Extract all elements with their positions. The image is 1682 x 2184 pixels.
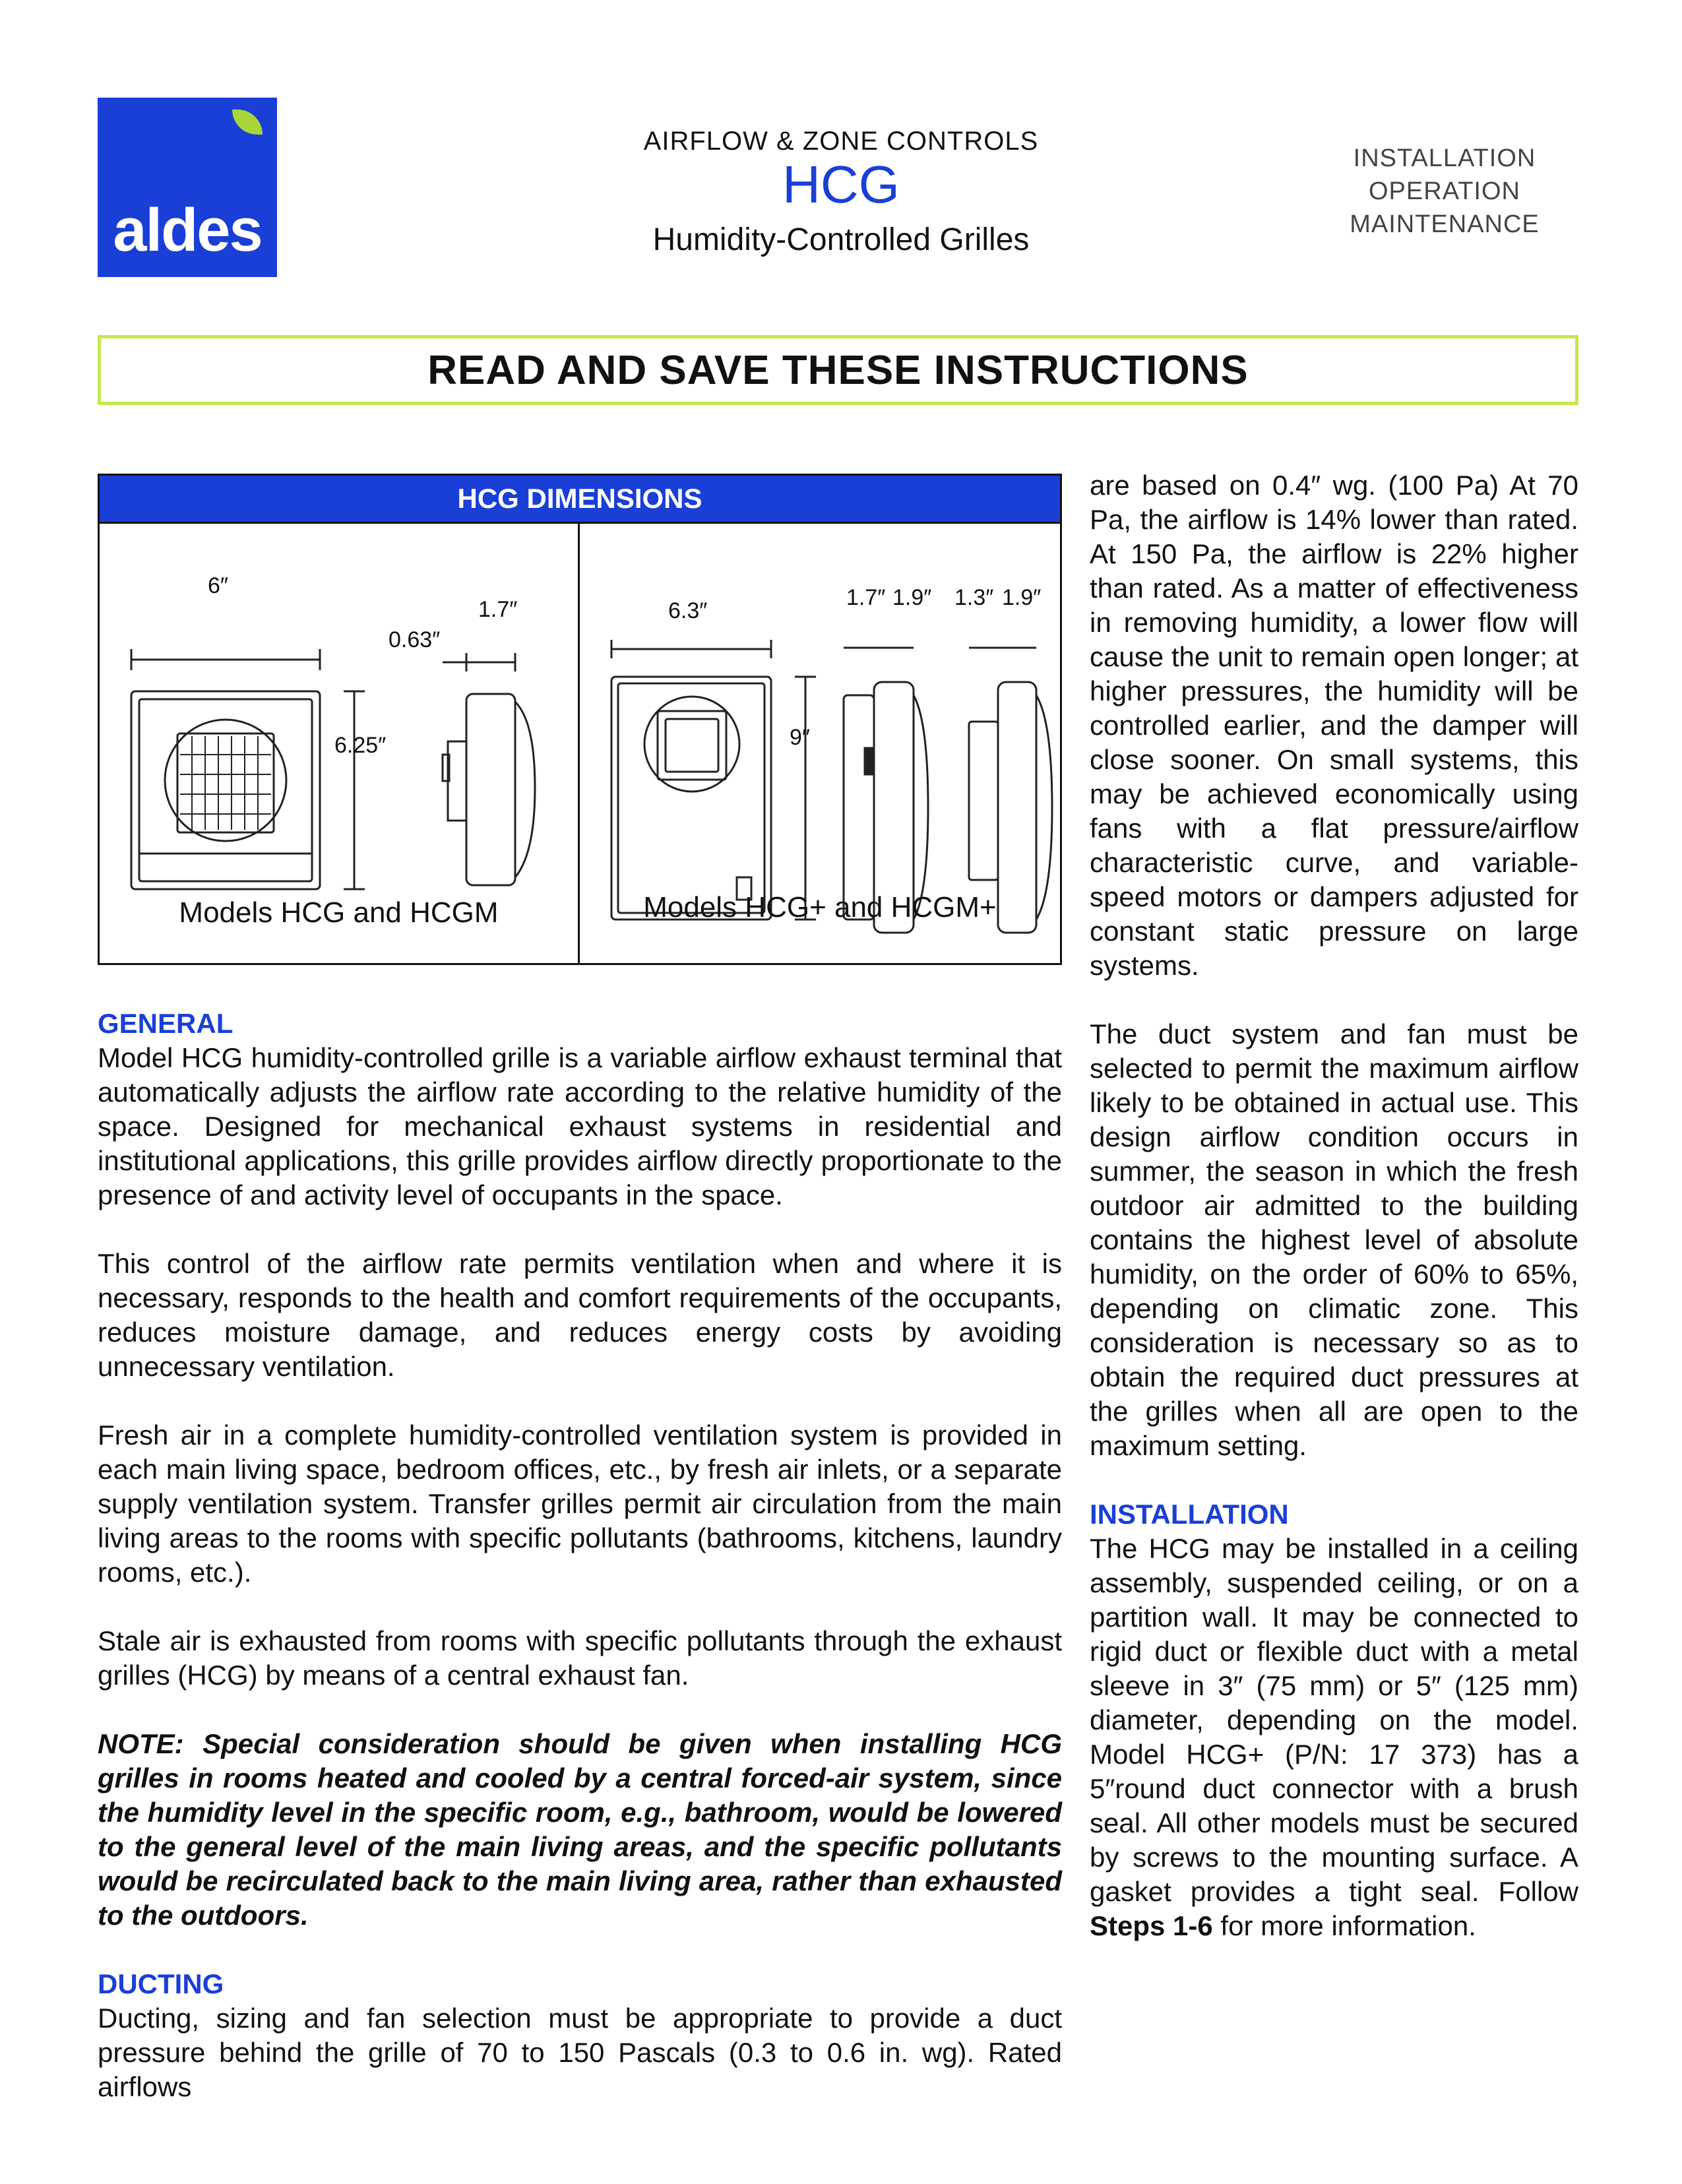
dim-label: 6.3″	[668, 598, 708, 623]
dim-label: 1.9″	[1002, 585, 1042, 610]
ducting-section	[98, 1967, 1062, 2104]
dimensions-box	[98, 474, 1062, 965]
dim-label: 9″	[790, 725, 810, 750]
header-kicker: AIRFLOW & ZONE CONTROLS	[643, 127, 1039, 156]
doc-type-line: MAINTENANCE	[1350, 210, 1540, 238]
caption-left: Models HCG and HCGM	[179, 896, 499, 929]
doc-type	[1313, 142, 1576, 241]
banner-text: READ AND SAVE THESE INSTRUCTIONS	[427, 347, 1249, 393]
general-p3: Fresh air in a complete humidity-controlled ventilation system is provided in each main living space, bedroom offices, etc., by fresh air inlets, or a separate supply ventilation system. Transfer grilles permit air circulation from the main living areas to the rooms with specific pollutants (bathrooms, kitchens, laundry rooms, etc.).	[98, 1420, 1062, 1588]
header-model: HCG	[782, 155, 900, 214]
logo-wordmark: aldes	[113, 197, 262, 264]
installation-p1-end: for more information.	[1212, 1910, 1476, 1941]
dim-label: 6.25″	[334, 733, 387, 758]
hcg-front-view	[131, 691, 320, 889]
dim-label: 6″	[208, 573, 228, 598]
ducting-p1: Ducting, sizing and fan selection must be appropriate to provide a duct pressure behind the grille of 70 to 150 Pascals (0.3 to 0.6 in. wg). Rated airflows	[98, 2003, 1062, 2102]
hcg-plus-front-view	[611, 677, 771, 920]
doc-type-line: INSTALLATION	[1353, 144, 1536, 172]
general-p1: Model HCG humidity-controlled grille is a variable airflow exhaust terminal that automatically adjusts the airflow rate according to the relative humidity of the space. Designed for mechanical exhaust systems in residential and institutional applications, this grille provides airflow directly proportionate to the presence of and activity level of occupants in the space.	[98, 1042, 1062, 1210]
aldes-logo	[98, 98, 277, 277]
general-note: NOTE: Special consideration should be given when installing HCG grilles in rooms heated and cooled by a central forced-air system, since the humidity level in the specific room, e.g., bathroom, would be lowered to the general level of the main living areas, and the specific pollutants would be recirculated back to the main living area, rather than exhausted to the outdoors.	[98, 1728, 1062, 1931]
ducting-heading: DUCTING	[98, 1968, 224, 1999]
ducting-p2: The duct system and fan must be selected to permit the maximum airflow likely to be obtained in actual use. This design airflow condition occurs in summer, the season in which the fresh outdoor air admitted to the building contains the highest level of absolute humidity, on the order of 60% to 65%, depending on climatic zone. This consideration is necessary so as to obtain the required duct pressures at the grilles when all are open to the maximum setting.	[1090, 1018, 1578, 1461]
header-subtitle: Humidity-Controlled Grilles	[652, 222, 1030, 257]
general-heading: GENERAL	[98, 1008, 234, 1039]
dim-label: 1.3″	[954, 585, 994, 610]
dim-label: 0.63″	[389, 627, 441, 652]
dimensions-title: HCG DIMENSIONS	[100, 476, 1060, 524]
doc-type-line: OPERATION	[1369, 177, 1520, 205]
installation-section	[1090, 1497, 1578, 1943]
left-column	[98, 1007, 1062, 2104]
ducting-p1-cont: are based on 0.4″ wg. (100 Pa) At 70 Pa, the airflow is 14% lower than rated. At 150 Pa, the airflow is 22% higher than rated. As a matter of effectiveness in removing humidity, a lower flow will cause the unit to remain open longer; at higher pressures, the humidity will be controlled earlier, and the damper will close sooner. On small systems, this may be achieved economically using fans with a flat pressure/airflow characteristic curve, and variable-speed motors or dampers adjusted for constant static pressure on large systems.	[1090, 470, 1578, 981]
instructions-banner	[98, 335, 1578, 405]
general-p2: This control of the airflow rate permits ventilation when and where it is necessary, responds to the health and comfort requirements of the occupants, reduces moisture damage, and reduces energy costs by avoiding unnecessary ventilation.	[98, 1248, 1062, 1382]
installation-steps: Steps 1-6	[1090, 1910, 1213, 1941]
general-section	[98, 1007, 1062, 1212]
installation-p1-start: The HCG may be installed in a ceiling assembly, suspended ceiling, or on a partition wall. It may be connected to rigid duct or flexible duct with a metal sleeve in 3″ (75 mm) or 5″ (125 mm) diameter, depending on the model. Model HCG+ (P/N: 17 373) has a 5″round duct connector with a brush seal. All other models must be secured by screws to the mounting surface. A gasket provides a tight seal. Follow	[1090, 1533, 1578, 1907]
right-column	[1090, 468, 1578, 1943]
dim-label: 1.7″	[478, 597, 518, 622]
general-p4: Stale air is exhausted from rooms with specific pollutants through the exhaust grilles (HCG) by means of a central exhaust fan.	[98, 1625, 1062, 1691]
caption-right: Models HCG+ and HCGM+	[643, 891, 997, 923]
dim-label: 1.7″	[846, 585, 886, 610]
hcg-side-view	[443, 694, 535, 885]
dim-label: 1.9″	[892, 585, 932, 610]
leaf-icon	[232, 109, 263, 135]
installation-heading: INSTALLATION	[1090, 1499, 1289, 1530]
